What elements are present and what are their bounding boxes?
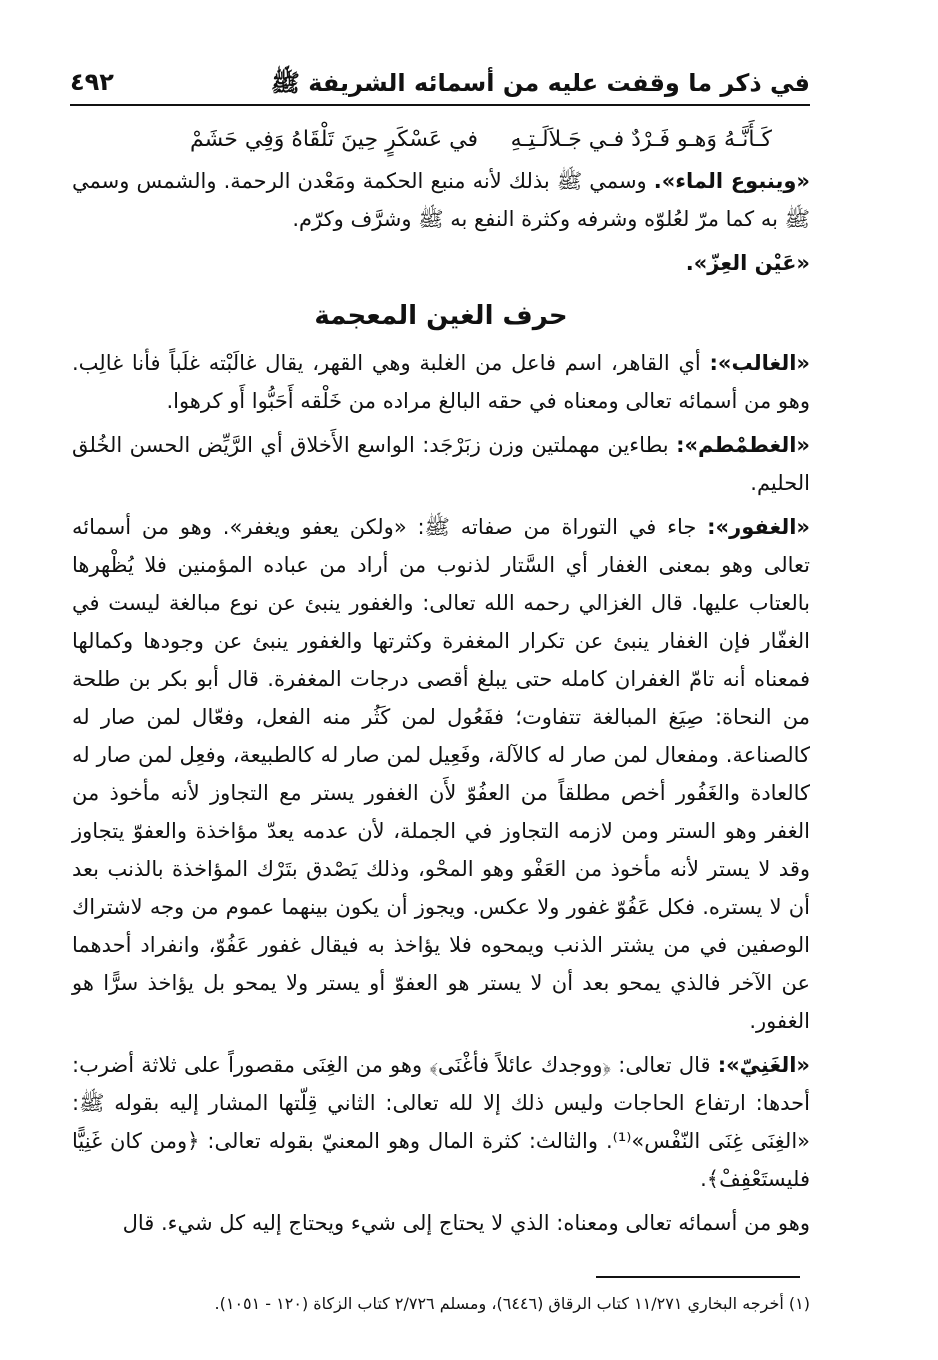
poem-verse <box>72 118 810 162</box>
definition: وسمي ﷺ بذلك لأنه منبع الحكمة ومَعْدن الرحمة. والشمس وسمي ﷺ به كما مرّ لعُلوّه وشرفه وكثرة النفع به ﷺ وشرَّف وكرّم. <box>72 169 810 231</box>
term: «الغطمْطم»: <box>676 433 810 457</box>
entry-continuation <box>72 1204 810 1242</box>
entry-al-ghafur <box>72 508 810 1040</box>
entry-al-ghalib <box>72 344 810 420</box>
definition: بطاءين مهملتين وزن زبَرْجَد: الواسع الأَخلاق أي الرَّيِّض الحسن الخُلق الحليم. <box>72 433 810 495</box>
footnote: (١) أخرجه البخاري ١١/٢٧١ كتاب الرقاق (٦٤٤٦)، ومسلم ٢/٧٢٦ كتاب الزكاة (١٢٠ - ١٠٥١). <box>214 1294 810 1313</box>
verse-first-hemistich: كَـأَنَّـهُ وَهـو فَـرْدٌ فـي جَـلاَلَـتِـهِ <box>510 127 772 152</box>
definition: أي القاهر، اسم فاعل من الغلبة وهي القهر، يقال غالَبْته غلَباً فأنا غالِب. وهو من أسمائه تعالى ومعناه في حقه البالغ مراده من خَلْقه أَحَبُّوا أَو كرهوا. <box>72 351 810 413</box>
running-title: في ذكر ما وقفت عليه من أسمائه الشريفة ﷺ <box>270 69 810 97</box>
page-number: ٤٩٢ <box>70 68 114 96</box>
definition: قال تعالى: ﴿ووجدك عائلاً فأغْنَى﴾ وهو من الغِنَى مقصوراً على ثلاثة أضرب: أحدها: ارتفاع الحاجات وليس ذلك إلا لله تعالى: الثاني قِلّتها المشار إليه بقوله ﷺ: «الغِنَى غِنَى النّفْس»⁽¹⁾. والثالث: كثرة المال وهو المعنيّ بقوله تعالى: ﴿ومن كان غَنِيًّا فليستَعْفِفْ﴾. <box>72 1053 811 1191</box>
entry-al-ghatamtam <box>72 426 810 502</box>
header-rule <box>70 104 810 106</box>
term: «وينبوع الماء». <box>653 169 810 193</box>
term: «الغالب»: <box>709 351 810 375</box>
section-title: حرف الغين المعجمة <box>314 301 568 331</box>
main-text <box>72 118 810 1248</box>
term: «الغَنِيّ»: <box>717 1053 810 1077</box>
term: «عَيْن العِزّ». <box>685 251 810 275</box>
paragraph-spring <box>72 162 810 238</box>
definition: وهو من أسمائه تعالى ومعناه: الذي لا يحتاج إلى شيء ويحتاج إليه كل شيء. قال <box>122 1211 810 1235</box>
term: «الغفور»: <box>707 515 810 539</box>
definition: جاء في التوراة من صفاته ﷺ: «ولكن يعفو ويغفر». وهو من أسمائه تعالى وهو بمعنى الغفار أي السَّتار لذنوب من أراد من عباده المؤمنين فلا يُظْهرها بالعتاب عليها. قال الغزالي رحمه الله تعالى: والغفور ينبئ عن نوع مبالغة ليست في الغفّار فإن الغفار ينبئ عن تكرار المغفرة وكثرتها والغفور ينبئ عن وجودها وكمالها فمعناه أنه تامّ الغفران كامله حتى يبلغ أقصى درجات المغفرة. قال أبو بكر بن طلحة من النحاة: صِيَغ المبالغة تتفاوت؛ ففَعُول لمن كَثُر منه الفعل، وفعّال لمن صار له كالصناعة. ومفعال لمن صار له كالآلة، وفَعِيل لمن صار له كالطبيعة، وفعِل لمن صار له كالعادة والغَفُور أخص مطلقاً من العفُوّ لأَن الغفور يستر مع التجاوز لأنه مأخوذ من الغفر وهو الستر ومن لازمه التجاوز في الجملة، لأن عدمه يعدّ مؤاخذة والعفوّ يتجاوز وقد لا يستر لأنه مأخوذ من العَفْو وهو المحْو، وذلك يَصْدق بتَرْك المؤاخذة بالذنب بعد أن لا يستره. فكل عَفُوّ غفور ولا عكس. ويجوز أن يكون بينهما عموم من وجه لاشتراك الوصفين في من يشتر الذنب ويمحوه فلا يؤاخذ به فيقال غفور عَفُوّ، وانفراد أحدهما عن الآخر فالذي يمحو بعد أن لا يستر هو العفوّ أو يستر ولا يمحو بل يؤاخذ سرًّا هو الغفور. <box>72 515 810 1033</box>
verse-second-hemistich: في عَسْكَرٍ حِينَ تَلْقَاهُ وَفِي حَشَمْ <box>190 127 478 152</box>
footnote-rule <box>596 1276 800 1278</box>
entry-al-ghani <box>72 1046 810 1198</box>
paragraph-ayn-alizz <box>72 244 810 282</box>
page-header <box>70 62 810 106</box>
